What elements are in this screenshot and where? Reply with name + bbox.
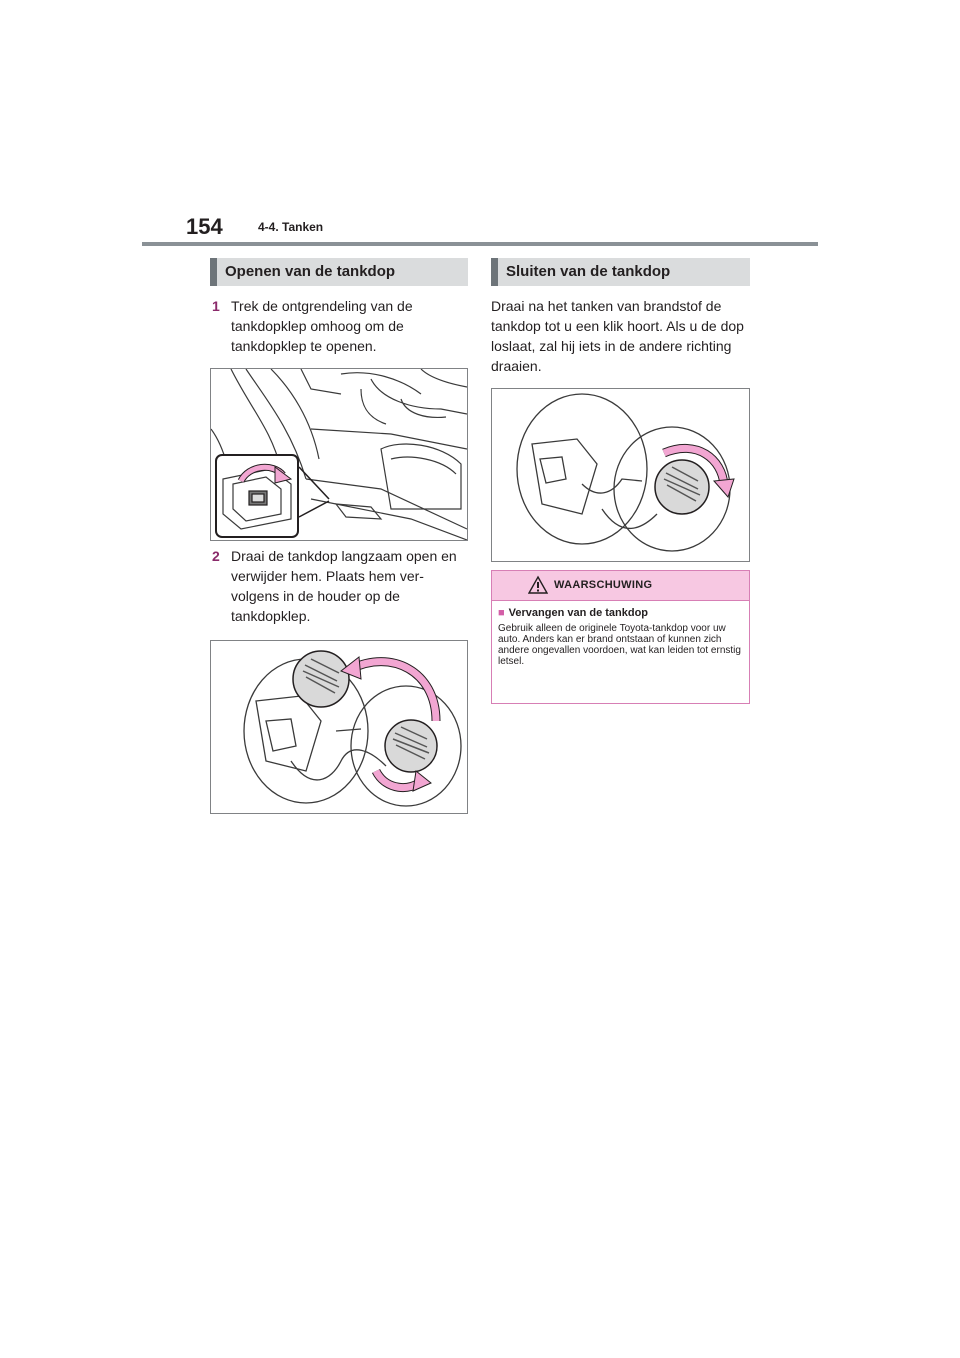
page-number: 154 (186, 214, 223, 239)
warning-subheading-text: Vervangen van de tankdop (508, 607, 649, 619)
warning-body: Gebruik alleen de originele Toyota-tankdop voor uw auto. Anders kan er brand ontstaan of kunnen zich andere ongevallen voordoen, wat kan leiden tot ernstig letsel. (498, 623, 741, 667)
warning-box (491, 570, 750, 704)
heading-open-fuel-cap: Openen van de tankdop (210, 258, 468, 286)
step-2 (212, 546, 467, 628)
header-rule (142, 242, 818, 246)
warning-triangle-icon (528, 575, 548, 595)
step-text: Draai de tankdop langzaam open en verwijder hem. Plaats hem ver-volgens in de houder op de tankdopklep. (231, 548, 457, 624)
heading-close-fuel-cap: Sluiten van de tankdop (491, 258, 750, 286)
warning-header (492, 571, 749, 601)
figure-close-fuel-cap (491, 388, 750, 562)
step-1 (212, 296, 467, 356)
warning-subheading (498, 607, 648, 619)
step-number: 1 (212, 298, 220, 314)
step-number: 2 (212, 548, 220, 564)
figure-fuel-door-release (210, 368, 468, 541)
step-text: Trek de ontgrendeling van de tankdopklep omhoog om de tankdopklep te openen. (231, 298, 413, 354)
warning-title: WAARSCHUWING (554, 579, 653, 591)
closing-instructions: Draai na het tanken van brandstof de tankdop tot u een klik hoort. Als u de dop loslaat, zal hij iets in de andere richting draaien. (491, 298, 744, 374)
figure-remove-fuel-cap (210, 640, 468, 814)
square-bullet-icon: ■ (498, 607, 505, 619)
section-title: 4-4. Tanken (258, 220, 324, 234)
